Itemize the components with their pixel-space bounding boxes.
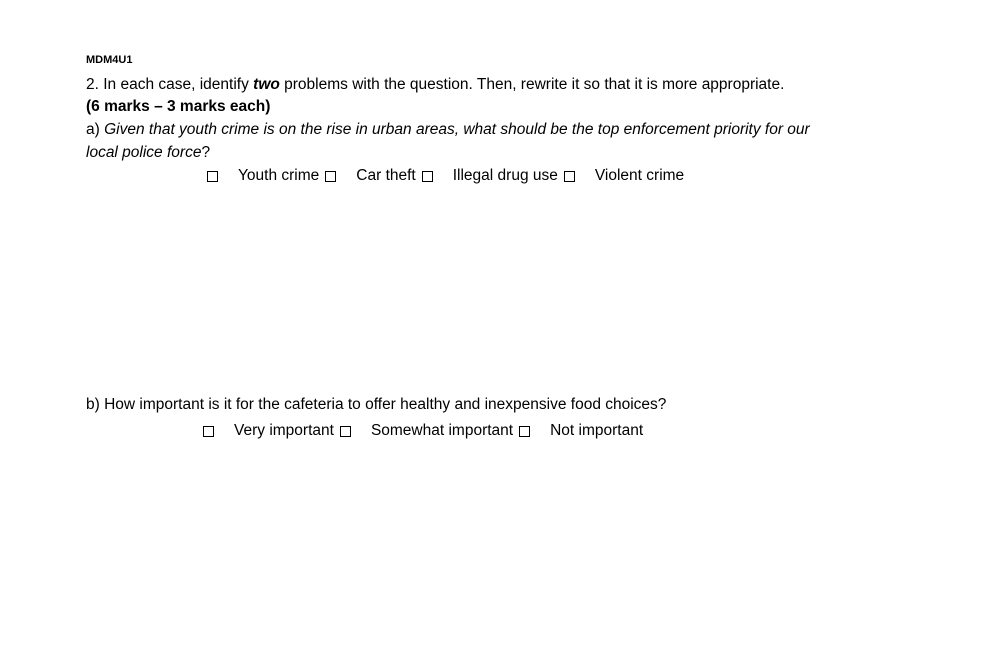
option-youth-crime[interactable] xyxy=(207,166,325,186)
part-b-question: b) How important is it for the cafeteria to offer healthy and inexpensive food choices? xyxy=(86,396,667,413)
option-not-important[interactable] xyxy=(519,421,649,441)
part-a-text-2: local police force xyxy=(86,144,202,161)
part-a-text-1: Given that youth crime is on the rise in urban areas, what should be the top enforcement priority for our xyxy=(104,121,810,138)
checkbox-icon[interactable] xyxy=(564,171,575,182)
part-a-options xyxy=(207,166,690,186)
checkbox-icon[interactable] xyxy=(519,426,530,437)
option-label: Youth crime xyxy=(238,167,320,184)
checkbox-icon[interactable] xyxy=(340,426,351,437)
question-2-intro-end: problems with the question. Then, rewrite it so that it is more appropriate. xyxy=(279,76,785,93)
option-car-theft[interactable] xyxy=(325,166,421,186)
option-very-important[interactable] xyxy=(203,421,340,441)
checkbox-icon[interactable] xyxy=(207,171,218,182)
course-code: MDM4U1 xyxy=(86,54,133,66)
option-illegal-drug-use[interactable] xyxy=(422,166,564,186)
part-a-question-mark: ? xyxy=(201,144,211,161)
part-a-question-line-1 xyxy=(86,120,810,140)
question-2-marks: (6 marks – 3 marks each) xyxy=(86,98,271,115)
option-label: Somewhat important xyxy=(370,422,514,439)
checkbox-icon[interactable] xyxy=(203,426,214,437)
checkbox-icon[interactable] xyxy=(422,171,433,182)
option-violent-crime[interactable] xyxy=(564,166,690,186)
option-label: Very important xyxy=(234,422,334,439)
question-2-intro xyxy=(86,75,784,95)
option-somewhat-important[interactable] xyxy=(340,421,519,441)
option-label: Not important xyxy=(550,422,644,439)
part-b-options xyxy=(203,421,649,441)
part-a-question-line-2 xyxy=(86,143,210,163)
option-label: Illegal drug use xyxy=(452,167,558,184)
option-label: Car theft xyxy=(356,167,416,184)
part-a-label: a) xyxy=(86,121,105,138)
checkbox-icon[interactable] xyxy=(325,171,336,182)
option-label: Violent crime xyxy=(594,167,685,184)
question-2-emphasis: two xyxy=(253,76,280,93)
question-2-intro-start: 2. In each case, identify xyxy=(86,76,254,93)
